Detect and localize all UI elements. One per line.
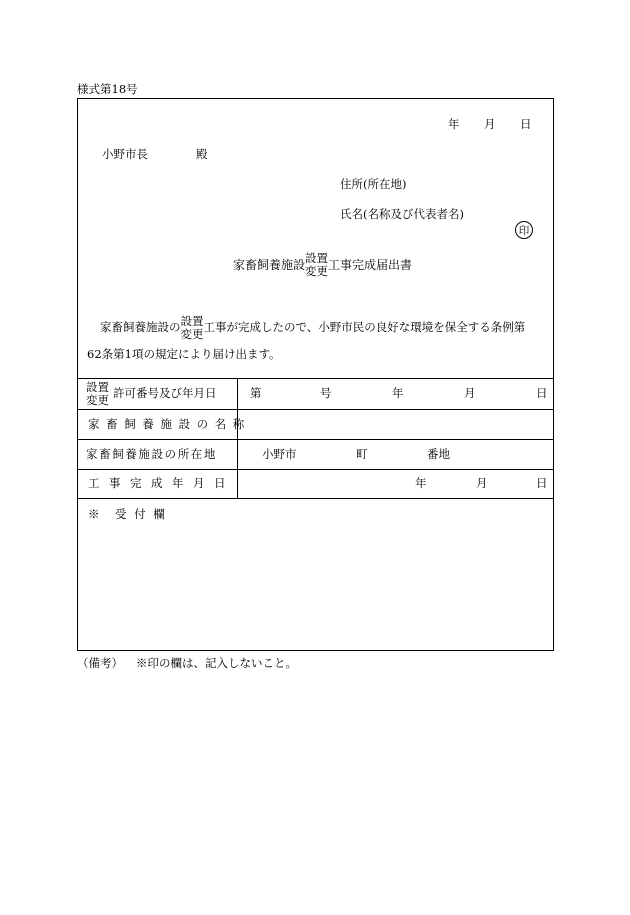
row1-go: 号 xyxy=(320,386,332,400)
applicant-address-label: 住所(所在地) xyxy=(340,177,407,191)
row2-label: 家畜飼養施設の名称 xyxy=(88,417,251,431)
applicant-name-label: 氏名(名称及び代表者名) xyxy=(340,207,464,221)
row1-day: 日 xyxy=(536,386,548,400)
row3-city: 小野市 xyxy=(262,447,297,461)
row1-option-stack xyxy=(86,381,109,407)
form-box xyxy=(77,98,554,651)
date-month-label: 月 xyxy=(484,117,496,131)
row1-option-change: 変更 xyxy=(86,393,109,408)
table-line-top xyxy=(78,378,553,379)
row3-label: 家畜飼養施設の所在地 xyxy=(86,447,217,461)
form-number: 様式第18号 xyxy=(77,82,138,96)
body-line-1 xyxy=(100,315,525,341)
title-prefix: 家畜飼養施設 xyxy=(233,258,306,273)
addressee-honorific: 殿 xyxy=(196,147,208,161)
remarks-label: （備考） xyxy=(77,656,123,670)
table-line-1 xyxy=(78,409,553,410)
row3-town: 町 xyxy=(356,447,368,461)
seal-mark: 印 xyxy=(515,221,533,239)
row1-label xyxy=(86,381,217,407)
table-line-2 xyxy=(78,439,553,440)
row4-month: 月 xyxy=(476,476,488,490)
body-option-stack xyxy=(181,315,204,341)
title-suffix: 工事完成届出書 xyxy=(328,258,413,273)
body-line1-rest: 工事が完成したので、小野市民の良好な環境を保全する条例第 xyxy=(203,320,526,335)
body-lead: 家畜飼養施設の xyxy=(100,320,181,335)
table-line-3 xyxy=(78,469,553,470)
row3-banchi: 番地 xyxy=(427,447,450,461)
table-column-divider xyxy=(237,378,238,498)
row4-label: 工事完成年月日 xyxy=(88,476,235,490)
row4-year: 年 xyxy=(415,476,427,490)
body-option-change: 変更 xyxy=(180,327,204,342)
table-line-4 xyxy=(78,498,553,499)
remarks-text: ※印の欄は、記入しないこと。 xyxy=(136,656,297,670)
row1-option-setup: 設置 xyxy=(86,380,109,394)
reception-label: ※ 受 付 欄 xyxy=(88,507,167,521)
body-option-setup: 設置 xyxy=(180,314,204,328)
date-year-label: 年 xyxy=(448,117,460,131)
body-line-2: 62条第1項の規定により届け出ます。 xyxy=(87,347,281,361)
row4-day: 日 xyxy=(536,476,548,490)
title-option-setup: 設置 xyxy=(305,251,329,265)
row1-month: 月 xyxy=(464,386,476,400)
date-day-label: 日 xyxy=(520,117,532,131)
addressee-mayor: 小野市長 xyxy=(102,147,148,161)
row1-year: 年 xyxy=(392,386,404,400)
row1-dai: 第 xyxy=(250,386,262,400)
title-option-change: 変更 xyxy=(305,264,329,279)
form-title xyxy=(233,252,412,278)
row1-label-rest: 許可番号及び年月日 xyxy=(113,386,217,401)
title-option-stack xyxy=(305,252,328,278)
